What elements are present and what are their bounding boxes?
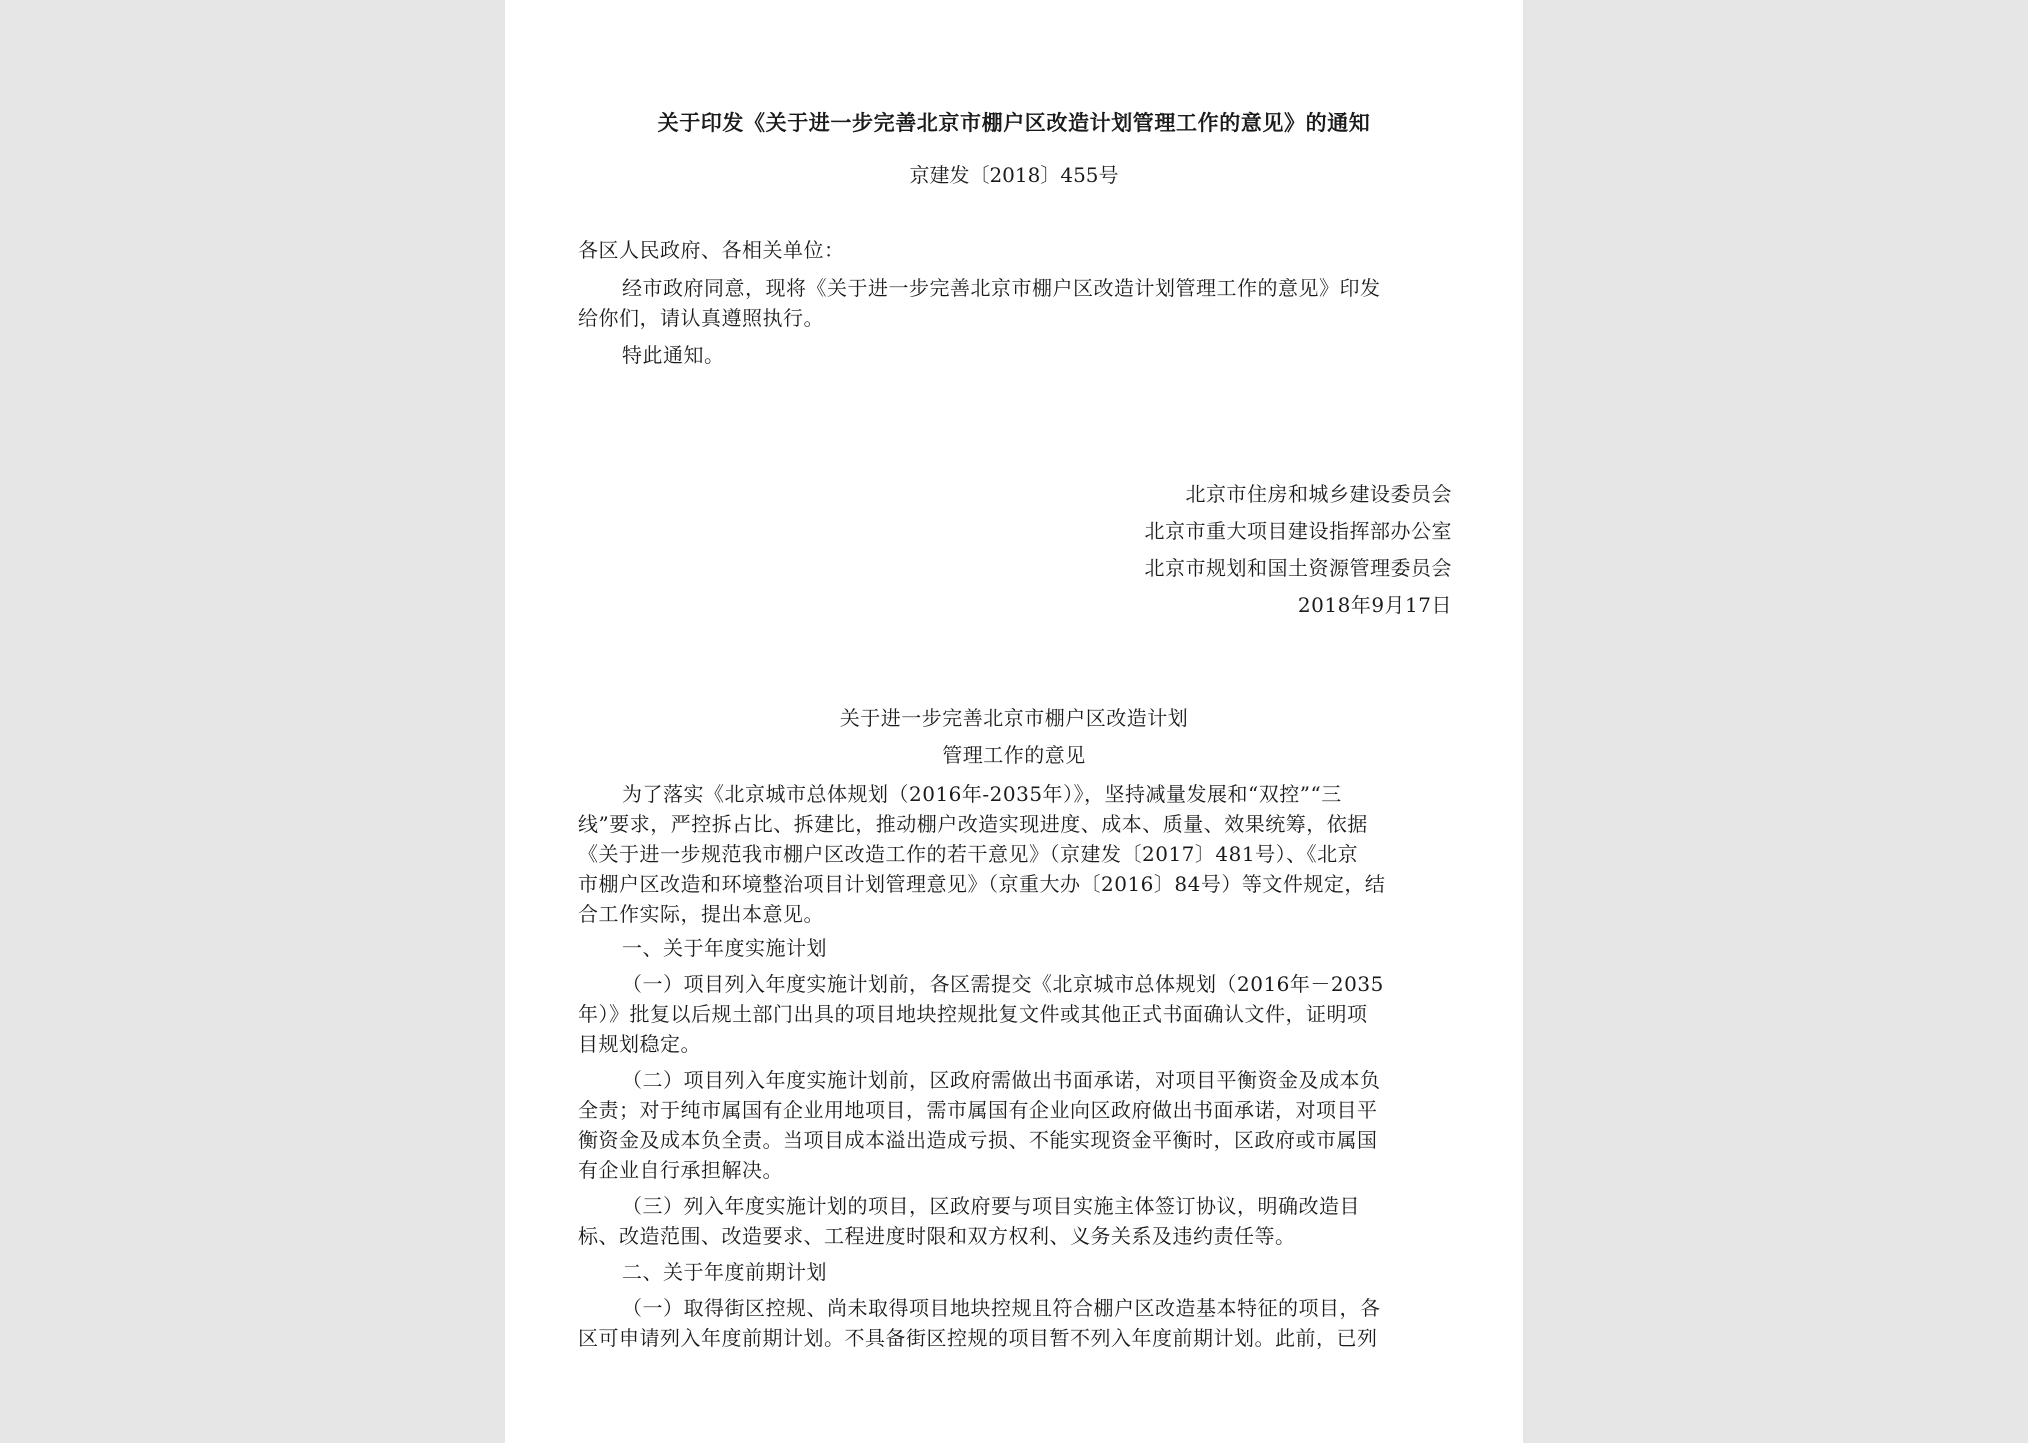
paragraph-line: 有企业自行承担解决。: [578, 1158, 783, 1182]
intro-line: 为了落实《北京城市总体规划（2016年-2035年）》，坚持减量发展和“双控”“三: [622, 782, 1342, 806]
salutation: 各区人民政府、各相关单位：: [578, 238, 845, 262]
notice-body-line: 给你们，请认真遵照执行。: [578, 306, 824, 330]
intro-line: 市棚户区改造和环境整治项目计划管理意见》（京重大办〔2016〕84号）等文件规定，结: [578, 872, 1386, 896]
notice-body-line: 经市政府同意，现将《关于进一步完善北京市棚户区改造计划管理工作的意见》印发: [622, 276, 1381, 300]
document-page: [505, 0, 1523, 1443]
opinion-title: 关于进一步完善北京市棚户区改造计划: [839, 706, 1189, 730]
intro-line: 《关于进一步规范我市棚户区改造工作的若干意见》（京建发〔2017〕481号）、《北京: [578, 842, 1359, 866]
paragraph-line: 全责；对于纯市属国有企业用地项目，需市属国有企业向区政府做出书面承诺，对项目平: [578, 1098, 1378, 1122]
paragraph-line: （一）取得街区控规、尚未取得项目地块控规且符合棚户区改造基本特征的项目，各: [622, 1296, 1381, 1320]
paragraph-line: 年）》批复以后规土部门出具的项目地块控规批复文件或其他正式书面确认文件，证明项: [578, 1002, 1368, 1026]
document-number: 京建发〔2018〕455号: [909, 163, 1119, 187]
issuer-name: 北京市住房和城乡建设委员会: [1185, 482, 1452, 506]
issuer-name: 北京市重大项目建设指挥部办公室: [1144, 519, 1452, 543]
intro-line: 合工作实际，提出本意见。: [578, 902, 824, 926]
paragraph-line: 目规划稳定。: [578, 1032, 701, 1056]
issue-date: 2018年9月17日: [1297, 593, 1452, 617]
document-title: 关于印发《关于进一步完善北京市棚户区改造计划管理工作的意见》的通知: [657, 110, 1371, 135]
notice-closing: 特此通知。: [622, 343, 725, 367]
paragraph-line: 标、改造范围、改造要求、工程进度时限和双方权利、义务关系及违约责任等。: [578, 1224, 1296, 1248]
opinion-title: 管理工作的意见: [942, 743, 1086, 767]
intro-line: 线”要求，严控拆占比、拆建比，推动棚户改造实现进度、成本、质量、效果统筹，依据: [578, 812, 1368, 836]
paragraph-line: （一）项目列入年度实施计划前，各区需提交《北京城市总体规划（2016年－2035: [622, 972, 1384, 996]
paragraph-line: 衡资金及成本负全责。当项目成本溢出造成亏损、不能实现资金平衡时，区政府或市属国: [578, 1128, 1378, 1152]
paragraph-line: （三）列入年度实施计划的项目，区政府要与项目实施主体签订协议，明确改造目: [622, 1194, 1360, 1218]
section-heading: 二、关于年度前期计划: [622, 1260, 827, 1284]
paragraph-line: 区可申请列入年度前期计划。不具备街区控规的项目暂不列入年度前期计划。此前，已列: [578, 1326, 1378, 1350]
section-heading: 一、关于年度实施计划: [622, 936, 827, 960]
issuer-name: 北京市规划和国土资源管理委员会: [1144, 556, 1452, 580]
paragraph-line: （二）项目列入年度实施计划前，区政府需做出书面承诺，对项目平衡资金及成本负: [622, 1068, 1381, 1092]
